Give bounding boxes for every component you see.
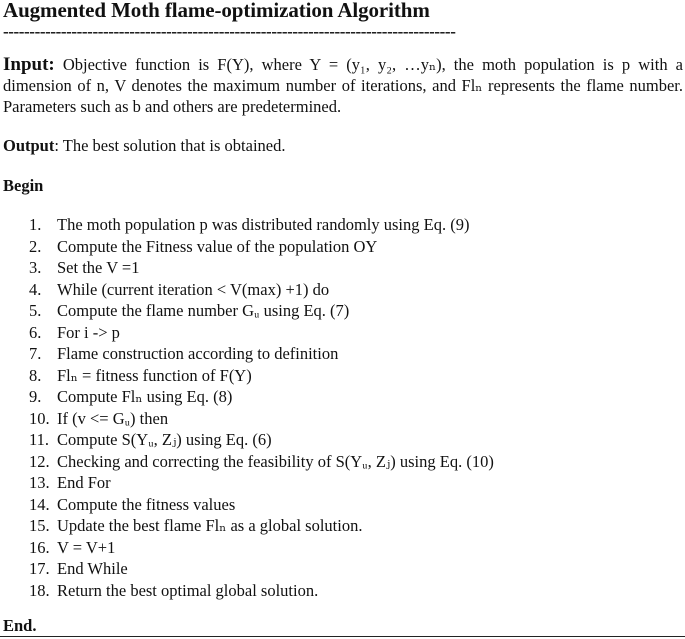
step-number: 14. xyxy=(29,494,50,514)
algorithm-steps xyxy=(29,214,494,601)
step-number: 16. xyxy=(29,537,50,557)
step-number: 4. xyxy=(29,279,42,299)
step-text: Flₙ = fitness function of F(Y) xyxy=(57,365,252,385)
step-text: End While xyxy=(57,559,128,578)
step-text: Return the best optimal global solution. xyxy=(57,580,319,600)
step-number: 7. xyxy=(29,344,42,363)
step-number: 12. xyxy=(29,451,50,471)
step-item xyxy=(29,257,494,279)
step-item xyxy=(29,451,494,473)
step-text: While (current iteration < V(max) +1) do xyxy=(57,279,330,299)
input-paragraph xyxy=(3,54,683,117)
begin-keyword: Begin xyxy=(3,176,44,195)
step-item xyxy=(29,300,494,322)
step-item xyxy=(29,343,494,365)
bottom-rule xyxy=(0,636,685,637)
step-number: 2. xyxy=(29,236,42,256)
step-item xyxy=(29,322,494,344)
step-text: End For xyxy=(57,473,111,492)
title-divider: -------------------------------------------------------------------------------------- xyxy=(3,22,456,41)
step-text: Compute S(Yᵤ, Zⱼ) using Eq. (6) xyxy=(57,430,272,449)
step-item xyxy=(29,279,494,301)
step-item xyxy=(29,515,494,537)
step-number: 11. xyxy=(29,430,50,449)
step-item xyxy=(29,537,494,559)
step-text: Compute the fitness values xyxy=(57,494,236,514)
input-label: Input: xyxy=(3,54,55,75)
step-text: The moth population p was distributed randomly using Eq. (9) xyxy=(57,215,470,234)
step-number: 8. xyxy=(29,365,42,385)
step-number: 9. xyxy=(29,387,42,406)
step-number: 13. xyxy=(29,473,50,492)
output-text: : The best solution that is obtained. xyxy=(54,136,286,155)
step-item xyxy=(29,236,494,258)
step-number: 10. xyxy=(29,408,50,428)
step-text: Flame construction according to definition xyxy=(57,344,339,363)
step-number: 17. xyxy=(29,559,50,578)
step-text: Update the best flame Flₙ as a global solution. xyxy=(57,516,363,535)
output-line xyxy=(3,136,286,156)
step-text: V = V+1 xyxy=(57,537,116,557)
step-text: Compute Flₙ using Eq. (8) xyxy=(57,387,233,406)
step-text: Compute the Fitness value of the population OY xyxy=(57,236,378,256)
algorithm-title: Augmented Moth flame-optimization Algorithm xyxy=(3,0,430,22)
step-item xyxy=(29,558,494,580)
step-item xyxy=(29,472,494,494)
step-item xyxy=(29,214,494,236)
end-keyword: End. xyxy=(3,616,37,635)
step-number: 18. xyxy=(29,580,50,600)
step-item xyxy=(29,386,494,408)
step-item xyxy=(29,365,494,387)
step-number: 5. xyxy=(29,301,42,320)
step-item xyxy=(29,408,494,430)
step-number: 6. xyxy=(29,322,42,342)
step-number: 15. xyxy=(29,516,50,535)
step-item xyxy=(29,580,494,602)
input-text: Objective function is F(Y), where Y = (y₁, y₂, …yₙ), the moth population is p with a dimension of n, V denotes the maximum number of iterations, and Flₙ represents the flame number. Parameters such as b and others are predetermined. xyxy=(3,55,683,116)
step-text: Set the V =1 xyxy=(57,258,140,277)
step-item xyxy=(29,429,494,451)
step-text: Compute the flame number Gᵤ using Eq. (7) xyxy=(57,301,350,320)
step-number: 3. xyxy=(29,258,42,277)
output-label: Output xyxy=(3,136,55,155)
step-text: Checking and correcting the feasibility of S(Yᵤ, Zⱼ) using Eq. (10) xyxy=(57,451,494,471)
step-text: If (v <= Gᵤ) then xyxy=(57,408,169,428)
step-number: 1. xyxy=(29,215,42,234)
step-item xyxy=(29,494,494,516)
step-text: For i -> p xyxy=(57,322,120,342)
